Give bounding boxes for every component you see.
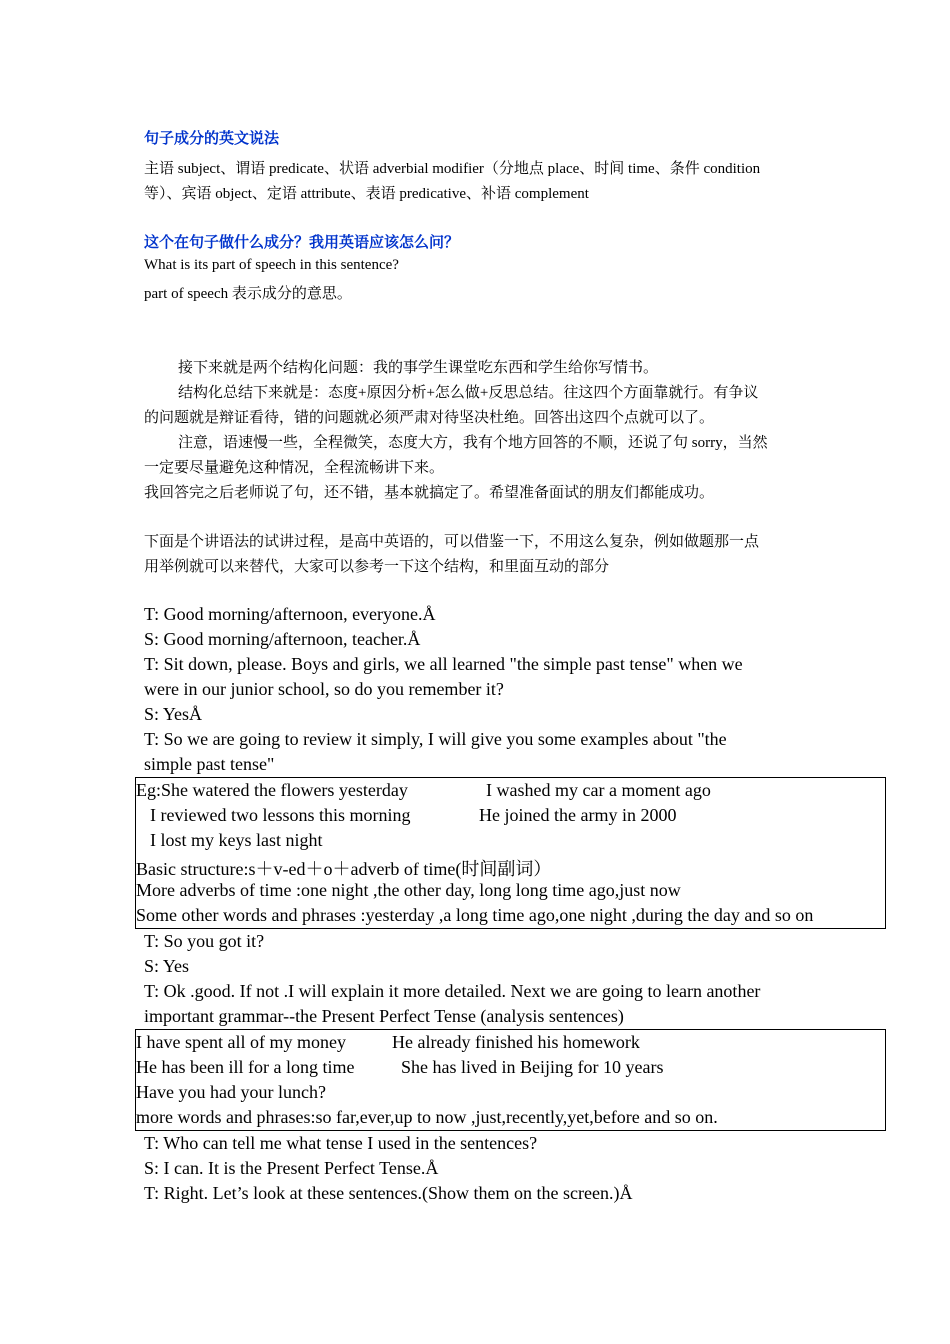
- example-sentence: He joined the army in 2000: [479, 805, 677, 825]
- dialogue-line: T: Sit down, please. Boys and girls, we all learned "the simple past tense" when we: [144, 654, 743, 674]
- dialogue-line: important grammar--the Present Perfect Tense (analysis sentences): [144, 1006, 624, 1026]
- other-words-phrases: Some other words and phrases :yesterday ,a long time ago,one night ,during the day and so on: [136, 905, 814, 925]
- interview-paragraph-line: 一定要尽量避免这种情况，全程流畅讲下来。: [144, 460, 445, 476]
- heading-how-to-ask: 这个在句子做什么成分？我用英语应该怎么问？: [144, 235, 460, 251]
- dialogue-line: S: I can. It is the Present Perfect Tense.Å: [144, 1158, 439, 1178]
- dialogue-line: T: Right. Let’s look at these sentences.(Show them on the screen.)Å: [144, 1183, 633, 1203]
- example-sentence: She has lived in Beijing for 10 years: [401, 1057, 664, 1077]
- example-sentence: He has been ill for a long time: [136, 1057, 355, 1077]
- interview-paragraph-line: 接下来就是两个结构化问题：我的事学生课堂吃东西和学生给你写情书。: [178, 360, 659, 376]
- more-words-phrases: more words and phrases:so far,ever,up to now ,just,recently,yet,before and so on.: [136, 1107, 718, 1127]
- dialogue-line: T: So we are going to review it simply, I will give you some examples about "the: [144, 729, 727, 749]
- example-sentence: Eg:She watered the flowers yesterday: [136, 780, 408, 800]
- part-of-speech-note: part of speech 表示成分的意思。: [144, 286, 352, 302]
- dialogue-line: T: Who can tell me what tense I used in the sentences?: [144, 1133, 538, 1153]
- demo-intro-line: 用举例就可以来替代，大家可以参考一下这个结构，和里面互动的部分: [144, 559, 610, 575]
- dialogue-line: T: Good morning/afternoon, everyone.Å: [144, 604, 436, 624]
- example-sentence: I lost my keys last night: [150, 830, 323, 850]
- question-line: What is its part of speech in this sentence?: [144, 257, 399, 273]
- heading-sentence-components: 句子成分的英文说法: [144, 131, 280, 147]
- present-perfect-examples-box: [135, 1029, 886, 1131]
- interview-paragraph-line: 我回答完之后老师说了句，还不错，基本就搞定了。希望准备面试的朋友们都能成功。: [144, 485, 715, 501]
- adverbs-of-time: More adverbs of time :one night ,the other day, long long time ago,just now: [136, 880, 681, 900]
- example-sentence: He already finished his homework: [392, 1032, 640, 1052]
- example-sentence: I washed my car a moment ago: [486, 780, 711, 800]
- components-line-1: 主语 subject、谓语 predicate、状语 adverbial modifier（分地点 place、时间 time、条件 condition: [144, 161, 761, 177]
- components-line-2: 等）、宾语 object、定语 attribute、表语 predicative、补语 complement: [144, 186, 589, 202]
- dialogue-line: S: YesÅ: [144, 704, 203, 724]
- dialogue-line: S: Good morning/afternoon, teacher.Å: [144, 629, 421, 649]
- interview-paragraph-line: 注意，语速慢一些，全程微笑，态度大方，我有个地方回答的不顺，还说了句 sorry，当然: [178, 435, 768, 451]
- example-sentence: I have spent all of my money: [136, 1032, 346, 1052]
- dialogue-line: were in our junior school, so do you remember it?: [144, 679, 504, 699]
- dialogue-line: simple past tense": [144, 754, 275, 774]
- example-sentence: Have you had your lunch?: [136, 1082, 326, 1102]
- simple-past-examples-box: [135, 777, 886, 929]
- dialogue-line: T: So you got it?: [144, 931, 265, 951]
- interview-paragraph-line: 的问题就是辩证看待，错的问题就必须严肃对待坚决杜绝。回答出这四个点就可以了。: [144, 410, 715, 426]
- dialogue-line: T: Ok .good. If not .I will explain it more detailed. Next we are going to learn another: [144, 981, 761, 1001]
- example-sentence: I reviewed two lessons this morning: [150, 805, 411, 825]
- basic-structure: Basic structure:s＋v-ed＋o＋adverb of time(时间副词）: [136, 859, 552, 879]
- interview-paragraph-line: 结构化总结下来就是：态度+原因分析+怎么做+反思总结。往这四个方面靠就行。有争议: [178, 385, 759, 401]
- dialogue-line: S: Yes: [144, 956, 190, 976]
- demo-intro-line: 下面是个讲语法的试讲过程，是高中英语的，可以借鉴一下，不用这么复杂，例如做题那一点: [144, 534, 760, 550]
